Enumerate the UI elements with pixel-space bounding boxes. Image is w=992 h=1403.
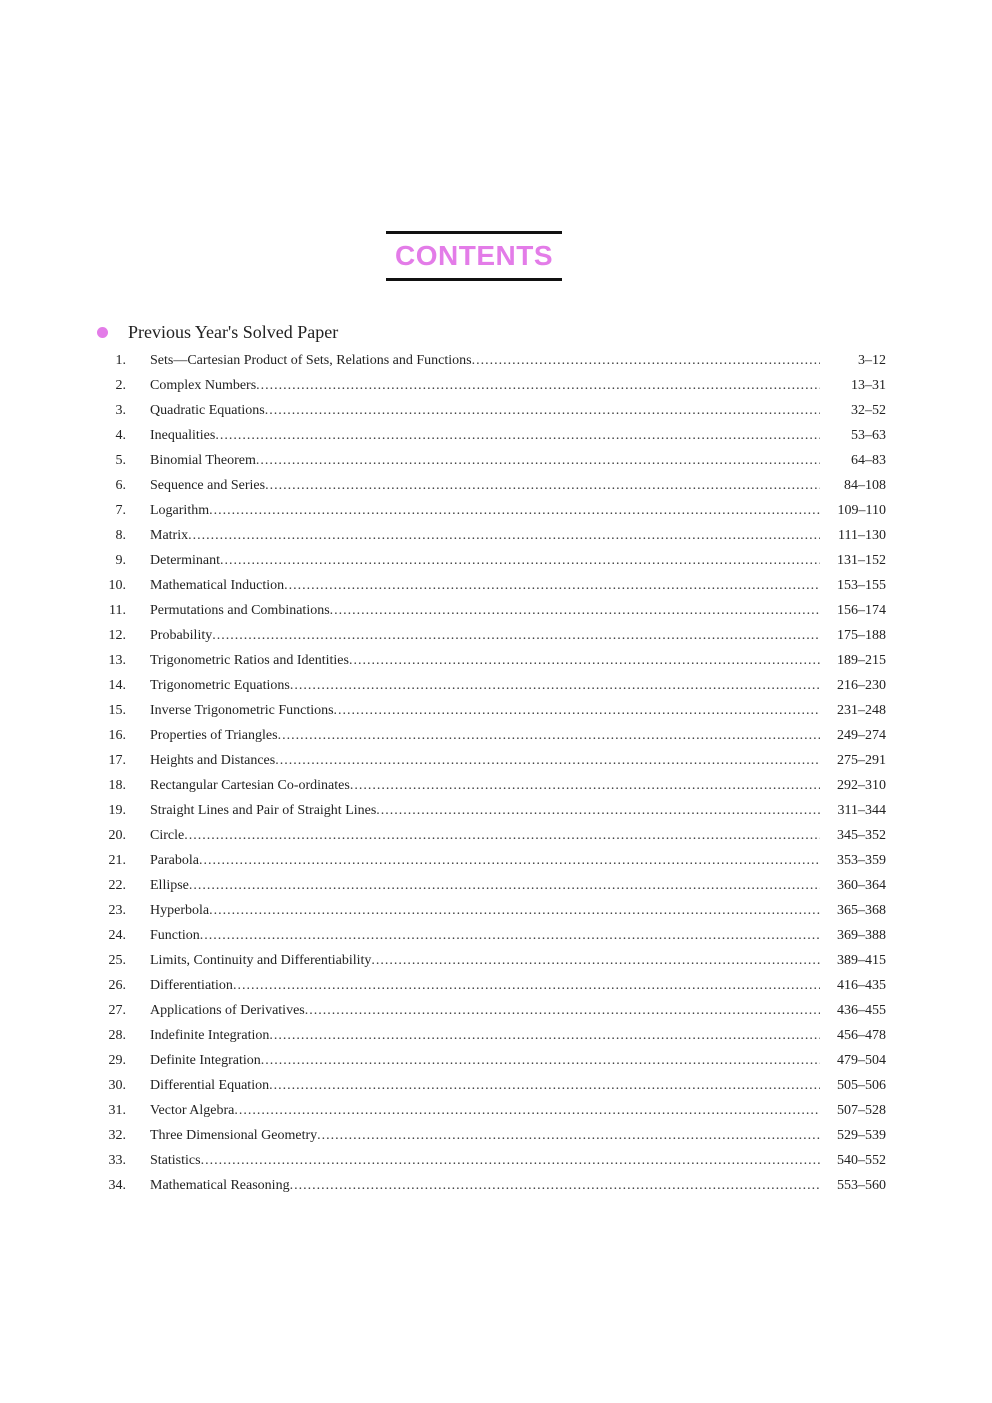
toc-entry-title-wrap [150,778,820,794]
toc-entry [100,798,886,823]
dot-leader [349,653,820,669]
dot-leader [189,878,820,894]
toc-entry-number: 5. [115,452,126,468]
toc-entry-title-wrap [150,703,820,719]
toc-entry [100,398,886,423]
toc-entry-title: Differentiation [150,977,233,993]
toc-entry [100,448,886,473]
dot-leader [215,428,820,444]
toc-entry-number: 4. [115,427,126,443]
toc-entry-number: 24. [108,927,126,943]
toc-entry-pages: 189–215 [837,652,886,668]
toc-entry-number: 25. [108,952,126,968]
toc-entry-title-wrap [150,603,820,619]
dot-leader [278,728,820,744]
toc-entry-title: Sequence and Series [150,477,266,493]
dot-leader [317,1128,820,1144]
toc-entry-pages: 275–291 [837,752,886,768]
toc-entry [100,973,886,998]
toc-entry [100,598,886,623]
toc-entry-title-wrap [150,528,820,544]
toc-entry-title: Mathematical Induction [150,577,285,593]
toc-entry-pages: 32–52 [851,402,886,418]
toc-entry-pages: 153–155 [837,577,886,593]
toc-entry-title-wrap [150,978,820,994]
toc-entry-title-wrap [150,1078,820,1094]
toc-entry-number: 3. [115,402,126,418]
toc-entry [100,648,886,673]
toc-entry-title: Logarithm [150,502,210,518]
toc-entry [100,548,886,573]
toc-entry [100,473,886,498]
toc-entry-number: 26. [108,977,126,993]
dot-leader [269,1078,820,1094]
toc-entry-title: Circle [150,827,185,843]
toc-entry-pages: 416–435 [837,977,886,993]
toc-entry-title: Differential Equation [150,1077,270,1093]
toc-entry-title: Function [150,927,200,943]
toc-entry-title-wrap [150,553,820,569]
toc-entry-pages: 389–415 [837,952,886,968]
toc-entry-title: Mathematical Reasoning [150,1177,290,1193]
toc-entry [100,998,886,1023]
toc-entry-number: 10. [108,577,126,593]
toc-entry-title-wrap [150,753,820,769]
toc-entry [100,673,886,698]
toc-entry-number: 16. [108,727,126,743]
toc-entry-number: 20. [108,827,126,843]
toc-entry [100,523,886,548]
toc-entry-title: Straight Lines and Pair of Straight Lines [150,802,377,818]
toc-entry-title: Binomial Theorem [150,452,256,468]
dot-leader [220,553,820,569]
toc-entry-title: Three Dimensional Geometry [150,1127,318,1143]
dot-leader [261,1053,820,1069]
toc-entry-title-wrap [150,1178,820,1194]
toc-entry-title-wrap [150,653,820,669]
toc-entry-pages: 156–174 [837,602,886,618]
contents-heading-frame [386,231,562,281]
toc-entry-number: 8. [115,527,126,543]
toc-entry-title: Indefinite Integration [150,1027,270,1043]
toc-entry-pages: 131–152 [837,552,886,568]
toc-entry-number: 6. [115,477,126,493]
dot-leader [188,528,820,544]
toc-entry [100,723,886,748]
toc-entry-title: Parabola [150,852,199,868]
toc-entry-title: Definite Integration [150,1052,261,1068]
toc-entry-title-wrap [150,1003,820,1019]
toc-entry-pages: 369–388 [837,927,886,943]
toc-entry-pages: 479–504 [837,1052,886,1068]
toc-entry [100,873,886,898]
toc-entry-title-wrap [150,478,820,494]
toc-entry [100,1048,886,1073]
toc-entry-title-wrap [150,928,820,944]
toc-entry-pages: 507–528 [837,1102,886,1118]
toc-entry-number: 33. [108,1152,126,1168]
toc-entry-pages: 311–344 [837,802,886,818]
toc-entry-title: Sets—Cartesian Product of Sets, Relations and Functions [150,352,472,368]
toc-entry [100,823,886,848]
toc-entry-pages: 53–63 [851,427,886,443]
toc-entry-number: 12. [108,627,126,643]
dot-leader [233,978,820,994]
toc-entry-title-wrap [150,403,820,419]
toc-entry [100,423,886,448]
toc-entry-pages: 553–560 [837,1177,886,1193]
toc-entry [100,623,886,648]
toc-entry-title-wrap [150,1053,820,1069]
toc-entry [100,748,886,773]
toc-entry-title-wrap [150,428,820,444]
toc-entry-title: Trigonometric Ratios and Identities [150,652,349,668]
toc-entry-title: Rectangular Cartesian Co-ordinates [150,777,350,793]
dot-leader [212,628,820,644]
toc-entry-title-wrap [150,578,820,594]
toc-entry-number: 21. [108,852,126,868]
dot-leader [290,1178,820,1194]
toc-entry-number: 34. [108,1177,126,1193]
dot-leader [275,753,820,769]
toc-entry-title-wrap [150,878,820,894]
toc-entry-title-wrap [150,503,820,519]
toc-entry-number: 14. [108,677,126,693]
toc-entry [100,1123,886,1148]
bullet-icon [97,327,108,338]
dot-leader [256,378,820,394]
toc-entry-number: 18. [108,777,126,793]
toc-entry [100,773,886,798]
toc-entry-title: Inverse Trigonometric Functions [150,702,334,718]
dot-leader [290,678,820,694]
dot-leader [350,778,820,794]
toc-entry-pages: 436–455 [837,1002,886,1018]
toc-entry-title-wrap [150,828,820,844]
toc-entry-pages: 456–478 [837,1027,886,1043]
toc-entry-number: 22. [108,877,126,893]
toc-entry-number: 13. [108,652,126,668]
toc-entry [100,848,886,873]
toc-entry-number: 32. [108,1127,126,1143]
toc-entry-number: 15. [108,702,126,718]
toc-entry [100,923,886,948]
dot-leader [305,1003,820,1019]
toc-entry-title-wrap [150,453,820,469]
dot-leader [334,703,820,719]
toc-entry-title: Complex Numbers [150,377,257,393]
toc-entry-title-wrap [150,628,820,644]
toc-entry-pages: 13–31 [851,377,886,393]
toc-entry-pages: 529–539 [837,1127,886,1143]
toc-entry-title: Vector Algebra [150,1102,235,1118]
dot-leader [200,928,820,944]
dot-leader [234,1103,820,1119]
toc-entry [100,1073,886,1098]
dot-leader [201,1153,820,1169]
toc-entry-title: Inequalities [150,427,216,443]
toc-entry-title-wrap [150,903,820,919]
toc-entry-number: 1. [115,352,126,368]
toc-entry-number: 27. [108,1002,126,1018]
toc-entry-title-wrap [150,378,820,394]
dot-leader [265,403,820,419]
toc-entry-number: 9. [115,552,126,568]
toc-entry [100,1148,886,1173]
toc-entry-pages: 231–248 [837,702,886,718]
toc-entry [100,1173,886,1198]
toc-entry-number: 29. [108,1052,126,1068]
toc-entry [100,373,886,398]
toc-entry-number: 17. [108,752,126,768]
toc-entry-pages: 353–359 [837,852,886,868]
toc-entry [100,898,886,923]
dot-leader [256,453,820,469]
toc-entry-pages: 540–552 [837,1152,886,1168]
toc-entry-title: Applications of Derivatives [150,1002,305,1018]
toc-entry-pages: 3–12 [858,352,886,368]
dot-leader [199,853,820,869]
toc-entry-pages: 109–110 [837,502,886,518]
dot-leader [371,953,820,969]
toc-entry-title-wrap [150,678,820,694]
toc-entry-title-wrap [150,803,820,819]
toc-entry-number: 31. [108,1102,126,1118]
dot-leader [284,578,820,594]
toc-entry-pages: 360–364 [837,877,886,893]
toc-entry-title-wrap [150,1128,820,1144]
toc-entry-title: Matrix [150,527,189,543]
toc-entry [100,348,886,373]
toc-entry-pages: 175–188 [837,627,886,643]
toc-entry-title-wrap [150,1028,820,1044]
table-of-contents [100,348,886,1198]
toc-entry-number: 7. [115,502,126,518]
toc-entry-pages: 365–368 [837,902,886,918]
toc-entry [100,948,886,973]
toc-entry-title-wrap [150,853,820,869]
section-header [97,322,338,343]
toc-entry-title-wrap [150,353,820,369]
dot-leader [209,503,820,519]
toc-entry-title-wrap [150,1103,820,1119]
dot-leader [184,828,820,844]
toc-entry-pages: 111–130 [838,527,886,543]
toc-entry-number: 28. [108,1027,126,1043]
toc-entry-title: Probability [150,627,213,643]
toc-entry-number: 30. [108,1077,126,1093]
dot-leader [330,603,820,619]
dot-leader [472,353,820,369]
toc-entry [100,573,886,598]
toc-entry-pages: 249–274 [837,727,886,743]
toc-entry-title: Ellipse [150,877,189,893]
dot-leader [209,903,820,919]
toc-entry-number: 2. [115,377,126,393]
toc-entry-pages: 345–352 [837,827,886,843]
toc-entry [100,698,886,723]
dot-leader [376,803,820,819]
toc-entry-pages: 216–230 [837,677,886,693]
toc-entry [100,1023,886,1048]
toc-entry-number: 11. [109,602,126,618]
toc-entry-title: Trigonometric Equations [150,677,290,693]
toc-entry-title: Limits, Continuity and Differentiability [150,952,372,968]
toc-entry-title: Statistics [150,1152,201,1168]
toc-entry-title: Heights and Distances [150,752,276,768]
page-title: CONTENTS [395,240,553,271]
toc-entry-title: Hyperbola [150,902,210,918]
toc-entry-title-wrap [150,1153,820,1169]
toc-entry-title: Properties of Triangles [150,727,278,743]
dot-leader [265,478,820,494]
toc-entry-pages: 505–506 [837,1077,886,1093]
toc-entry-pages: 84–108 [844,477,886,493]
toc-entry-number: 23. [108,902,126,918]
dot-leader [269,1028,820,1044]
toc-entry-number: 19. [108,802,126,818]
toc-entry [100,1098,886,1123]
toc-entry-title: Determinant [150,552,220,568]
toc-entry-title: Quadratic Equations [150,402,265,418]
toc-entry-title: Permutations and Combinations [150,602,330,618]
toc-entry [100,498,886,523]
section-title: Previous Year's Solved Paper [128,322,339,342]
toc-entry-title-wrap [150,953,820,969]
toc-entry-title-wrap [150,728,820,744]
toc-entry-pages: 292–310 [837,777,886,793]
toc-entry-pages: 64–83 [851,452,886,468]
